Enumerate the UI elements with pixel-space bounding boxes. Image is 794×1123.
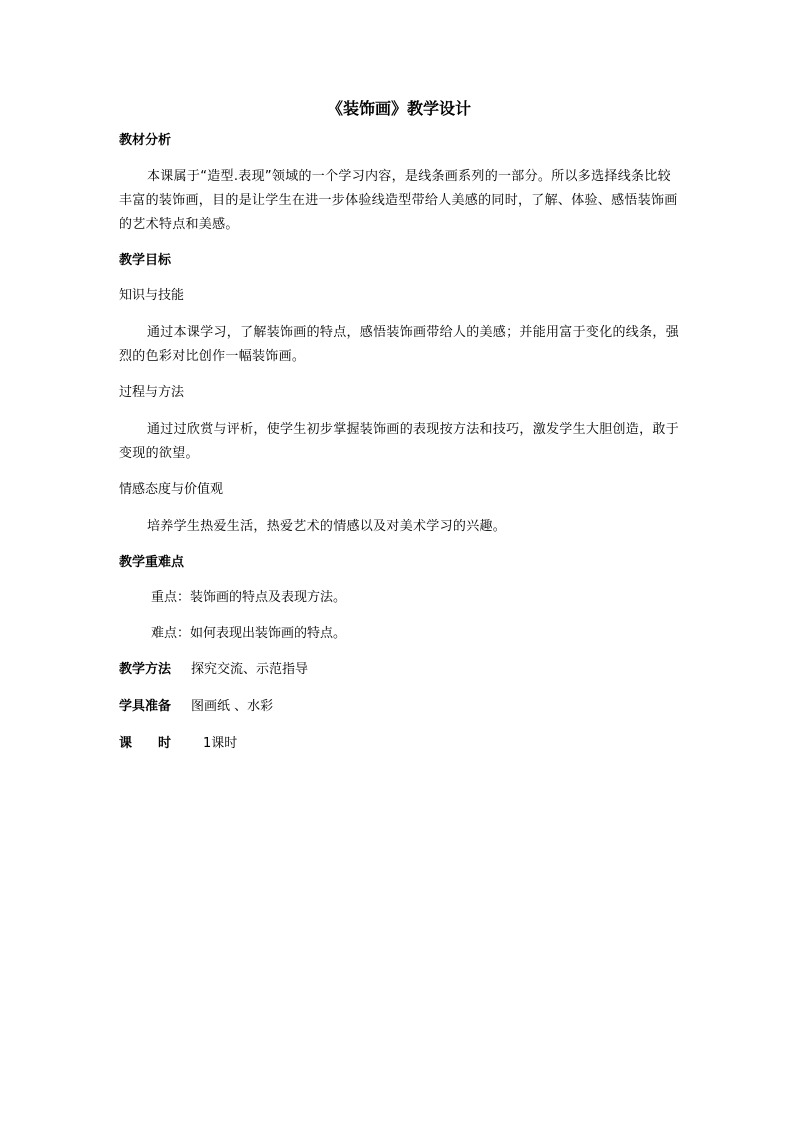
heading-key-points: 教学重难点 xyxy=(119,555,185,570)
heading-material-analysis: 教材分析 xyxy=(119,133,172,148)
teaching-method-value: 探究交流、示范指导 xyxy=(191,662,309,677)
teaching-method-label: 教学方法 xyxy=(119,662,172,677)
objective-emotion-text: 培养学生热爱生活，热爱艺术的情感以及对美术学习的兴趣。 xyxy=(147,519,507,534)
document-body xyxy=(119,95,679,770)
material-analysis-paragraph: 本课属于“造型.表现”领域的一个学习内容，是线条画系列的一部分。所以多选择线条比较丰富的装饰画，目的是让学生在进一步体验线造型带给人美感的同时，了解、体验、感悟装饰画的艺术特点和美感。 xyxy=(119,169,678,232)
supplies-value: 图画纸 、水彩 xyxy=(191,699,274,714)
objective-knowledge-text: 通过本课学习，了解装饰画的特点，感悟装饰画带给人的美感；并能用富于变化的线条，强烈的色彩对比创作一幅装饰画。 xyxy=(119,325,680,364)
class-hours-value: 1课时 xyxy=(203,736,238,751)
key-point-focus: 重点：装饰画的特点及表现方法。 xyxy=(151,590,347,605)
heading-objectives: 教学目标 xyxy=(119,253,172,268)
objective-process-text: 通过过欣赏与评析，使学生初步掌握装饰画的表现按方法和技巧，激发学生大胆创造，敢于变现的欲望。 xyxy=(119,422,680,461)
teaching-method-row xyxy=(119,659,679,681)
key-point-difficulty: 难点：如何表现出装饰画的特点。 xyxy=(151,626,347,641)
supplies-label: 学具准备 xyxy=(119,699,172,714)
class-hours-row xyxy=(119,733,679,755)
document-title: 《装饰画》教学设计 xyxy=(326,99,471,118)
objective-knowledge-label: 知识与技能 xyxy=(119,288,185,303)
objective-emotion-label: 情感态度与价值观 xyxy=(119,482,224,497)
supplies-row xyxy=(119,696,679,718)
class-hours-label: 课时 xyxy=(119,736,198,751)
objective-process-label: 过程与方法 xyxy=(119,385,185,400)
